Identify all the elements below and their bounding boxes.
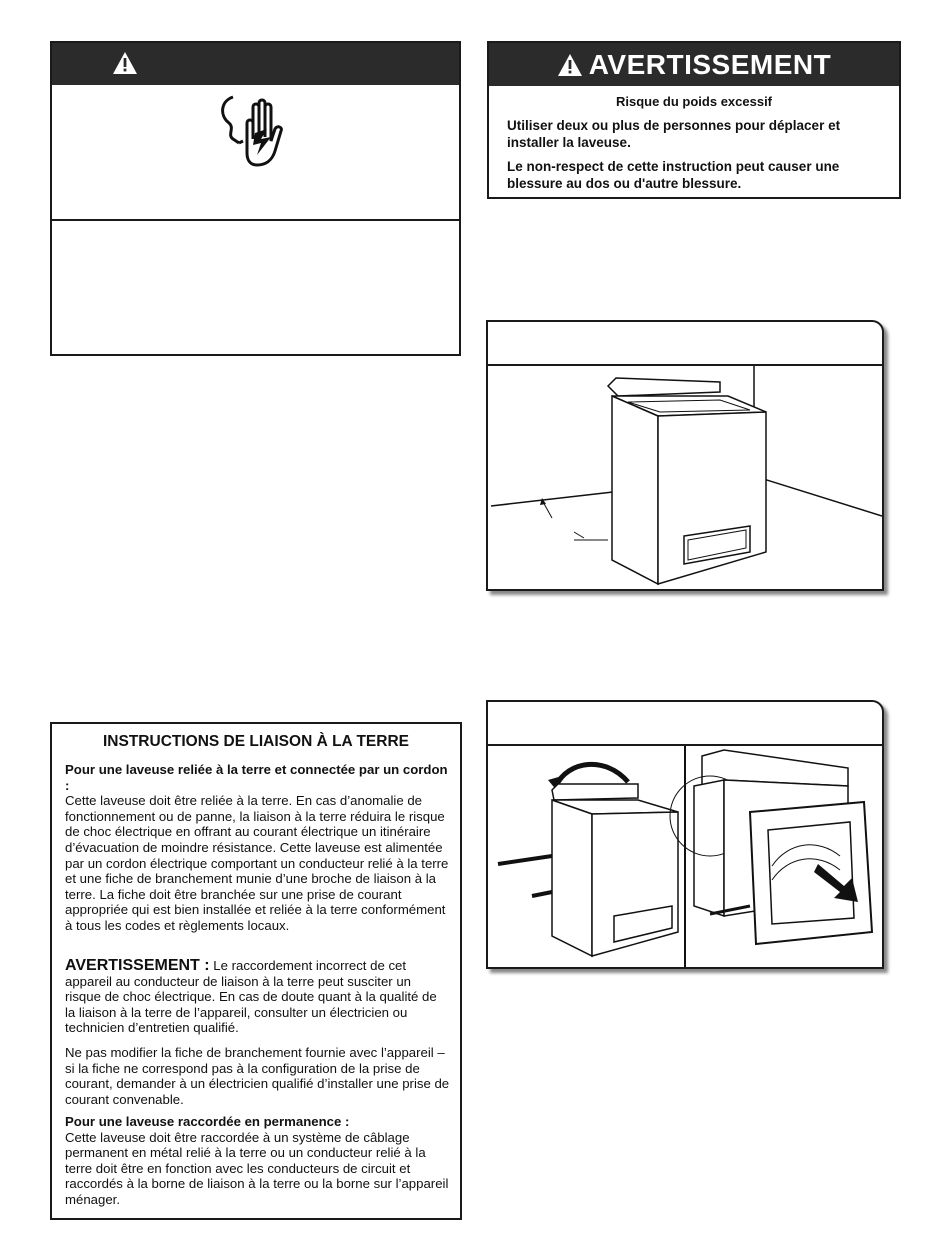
- warning-title: AVERTISSEMENT: [588, 49, 832, 80]
- illustration-panel-removal: [486, 700, 884, 969]
- illustration-header: [488, 702, 882, 746]
- weight-warning-box: [487, 41, 901, 199]
- warning-triangle-icon: [557, 53, 583, 77]
- plug-modification-body: Ne pas modifier la fiche de branchement fournie avec l’appareil – si la fiche ne correspond pas à la configuration de la prise de courant, demander à un électricien qualifié d’installer une prise de courant convenable.: [65, 1045, 450, 1107]
- panel-removal-drawing: [488, 746, 882, 967]
- grounding-title: INSTRUCTIONS DE LIAISON À LA TERRE: [103, 733, 409, 750]
- grounding-warning-label: AVERTISSEMENT :: [65, 957, 210, 974]
- grounding-warning-section: [65, 958, 450, 1036]
- warning-symbol-row: [52, 85, 459, 221]
- electrical-warning-box: [50, 41, 461, 356]
- plug-modification-section: [65, 1045, 450, 1107]
- warning-header-bar: [52, 43, 459, 85]
- cord-connected-heading: Pour une laveuse reliée à la terre et connectée par un cordon :: [65, 762, 448, 793]
- warning-instruction: Utiliser deux ou plus de personnes pour déplacer et installer la laveuse.: [507, 118, 841, 150]
- electrical-shock-hand-icon: [217, 93, 289, 169]
- cord-connected-section: [65, 762, 450, 934]
- permanent-connection-section: [65, 1114, 450, 1208]
- grounding-instructions-box: [50, 722, 462, 1220]
- grounding-warning-body: Le raccordement incorrect de cet appareil au conducteur de liaison à la terre peut susciter un risque de choc électrique. En cas de doute quant à la qualité de la liaison à la terre de l’appareil, consulter un électricien ou technicien d’entretien qualifié.: [65, 958, 437, 1036]
- permanent-connection-body: Cette laveuse doit être raccordée à un système de câblage permanent en métal relié à la terre ou un conducteur relié à la terre doit être en fonction avec les conducteurs de circuit et raccordés à la borne de liaison à la terre ou la borne sur l’appareil ménager.: [65, 1129, 449, 1207]
- illustration-header: [488, 322, 882, 366]
- permanent-connection-heading: Pour une laveuse raccordée en permanence :: [65, 1114, 350, 1129]
- cord-connected-body: Cette laveuse doit être reliée à la terre. En cas d’anomalie de fonctionnement ou de panne, la liaison à la terre réduira le risque de choc électrique en offrant au courant électrique un itinéraire d’évacuation de moindre résistance. Cette laveuse est alimentée par un cordon électrique comportant un conducteur relié à la terre et une fiche de branchement munie d’une broche de liaison à la terre. La fiche doit être branchée sur une prise de courant appropriée qui est bien installée et reliée à la terre conformément à tous les codes et règlements locaux.: [65, 793, 449, 933]
- warning-triangle-icon: [112, 51, 138, 75]
- illustration-washer-position: [486, 320, 884, 591]
- warning-header-bar: [489, 43, 899, 86]
- warning-consequence: Le non-respect de cette instruction peut causer une blessure au dos ou d'autre blessure.: [507, 159, 840, 191]
- hazard-name: Risque du poids excessif: [615, 94, 773, 109]
- washer-placement-drawing: [488, 366, 882, 589]
